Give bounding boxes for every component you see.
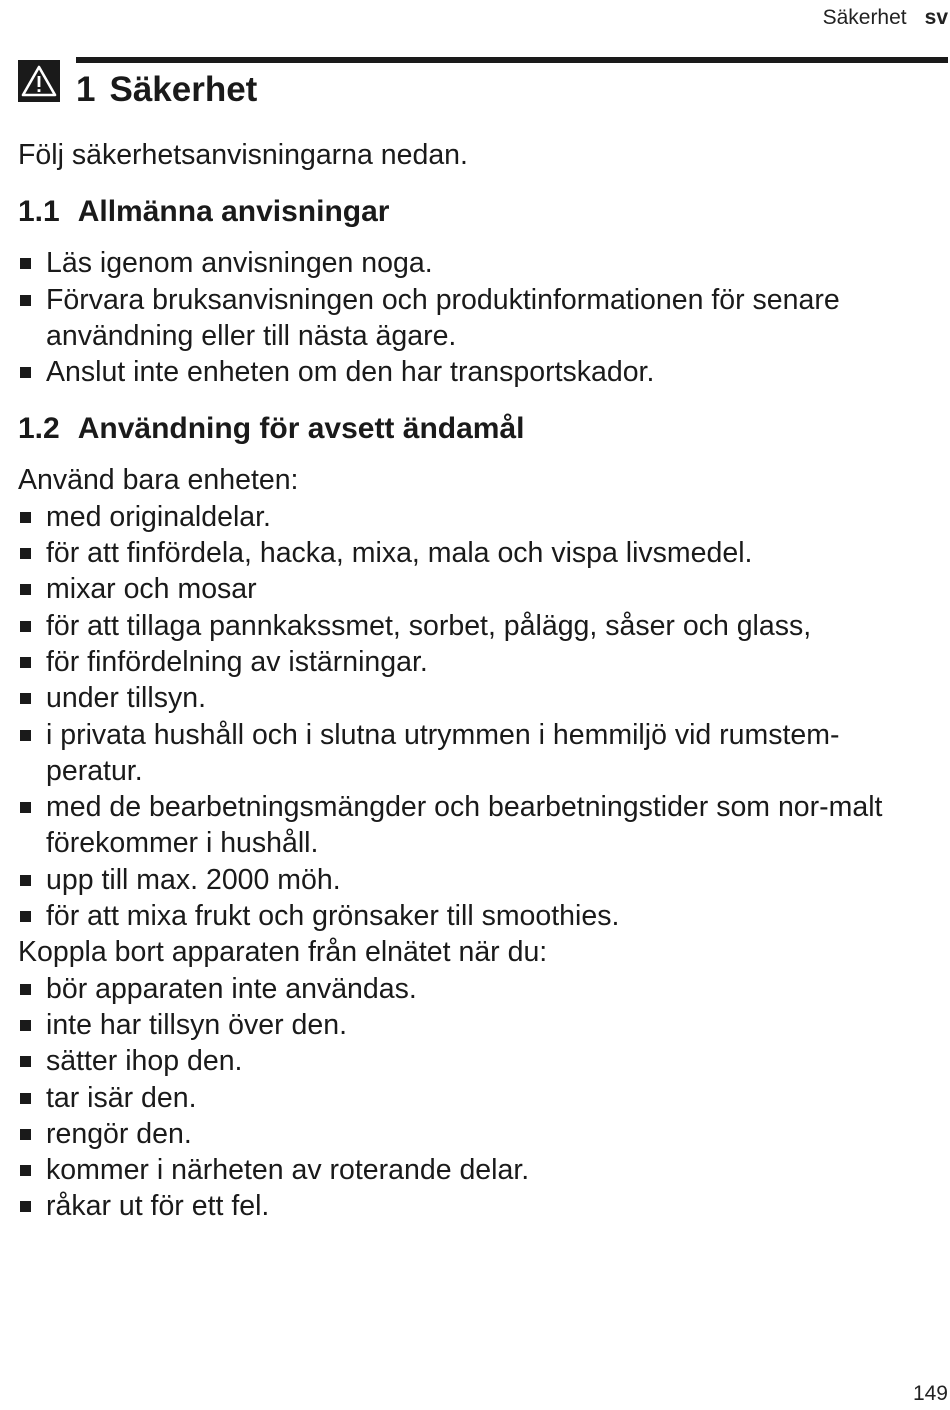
list-item: Läs igenom anvisningen noga. [18,245,933,281]
chapter-rule [76,57,948,63]
section-heading-intended-use [18,411,933,447]
list-item: för finfördelning av istärningar. [18,644,933,680]
list-item: för att finfördela, hacka, mixa, mala och vispa livsmedel. [18,535,933,571]
intended-use-list [18,499,933,935]
list-item: Förvara bruksanvisningen och produktinformationen för senare användning eller till nästa ägare. [18,282,933,355]
disconnect-lead: Koppla bort apparaten från elnätet när du: [18,936,548,969]
list-item: för att mixa frukt och grönsaker till smoothies. [18,898,933,934]
list-item: sätter ihop den. [18,1043,933,1079]
list-item: rengör den. [18,1116,933,1152]
list-item: inte har tillsyn över den. [18,1007,933,1043]
language-code: sv [924,6,948,29]
list-item: Anslut inte enheten om den har transportskador. [18,354,933,390]
general-instructions-list [18,245,933,390]
warning-triangle-icon [18,60,60,102]
running-header [823,6,948,30]
list-item: under tillsyn. [18,680,933,716]
list-item: tar isär den. [18,1080,933,1116]
list-item: kommer i närheten av roterande delar. [18,1152,933,1188]
section-title: Allmänna anvisningar [77,195,390,229]
disconnect-list [18,971,933,1225]
list-item: med de bearbetningsmängder och bearbetningstider som nor-malt förekommer i hushåll. [18,789,933,862]
running-header-title: Säkerhet [822,6,907,29]
list-item: bör apparaten inte användas. [18,971,933,1007]
list-item: mixar och mosar [18,571,933,607]
intro-text: Följ säkerhetsanvisningarna nedan. [18,139,468,171]
section-number: 1.2 [18,412,60,446]
chapter-number: 1 [76,70,96,109]
chapter-heading [76,70,257,110]
section-heading-general [18,194,933,230]
section-title: Användning för avsett ändamål [77,412,525,446]
section-number: 1.1 [18,195,60,229]
list-item: för att tillaga pannkakssmet, sorbet, pålägg, såser och glass, [18,608,933,644]
list-item: upp till max. 2000 möh. [18,862,933,898]
main-content [18,137,933,1225]
list-item: i privata hushåll och i slutna utrymmen i hemmiljö vid rumstem-peratur. [18,717,933,790]
list-item: råkar ut för ett fel. [18,1188,933,1224]
intended-use-lead: Använd bara enheten: [18,464,299,497]
chapter-title: Säkerhet [109,70,258,109]
list-item: med originaldelar. [18,499,933,535]
page-number: 149 [912,1382,948,1405]
